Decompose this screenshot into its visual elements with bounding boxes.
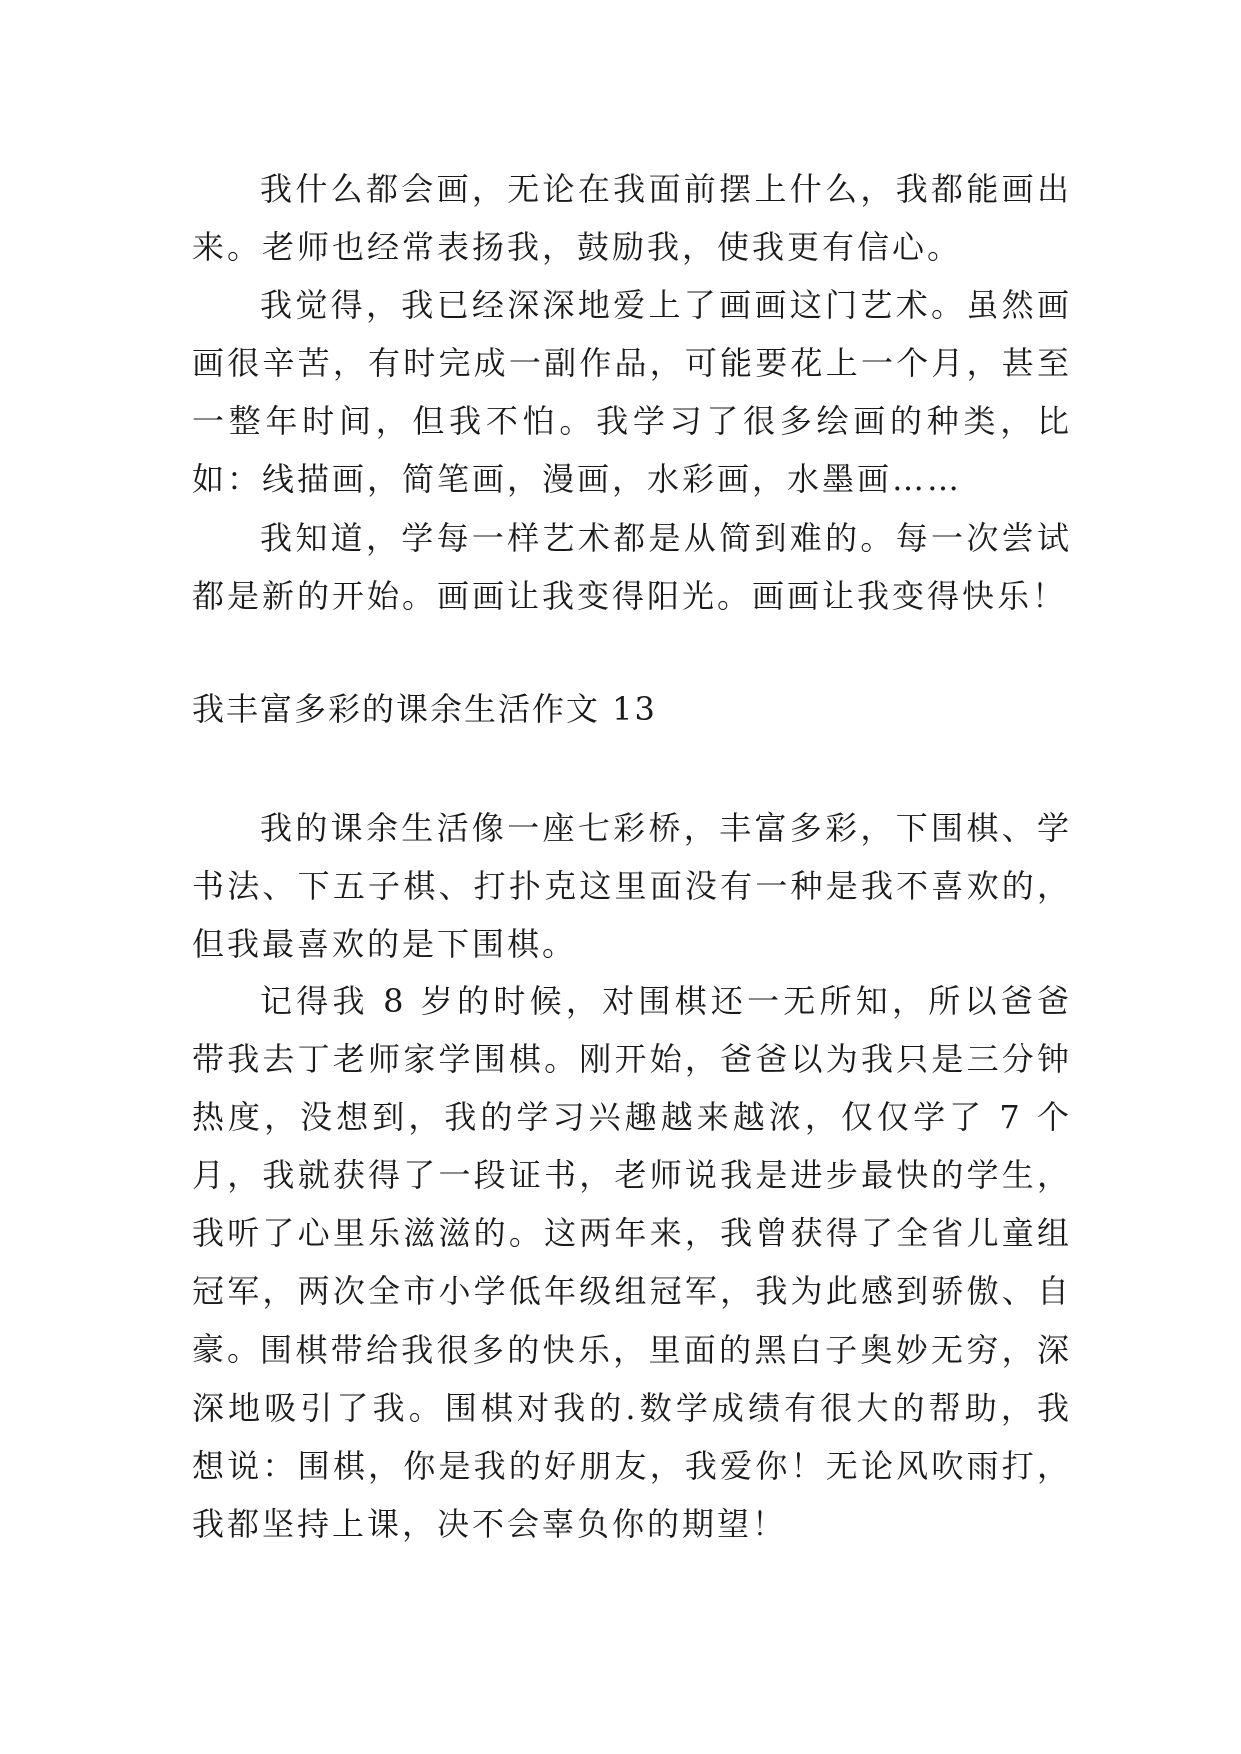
paragraph-drawing-skill: 我什么都会画，无论在我面前摆上什么，我都能画出来。老师也经常表扬我，鼓励我，使我更有信心。 [192,170,1072,266]
paragraph-learning-go: 记得我 8 岁的时候，对围棋还一无所知，所以爸爸带我去丁老师家学围棋。刚开始，爸爸以为我只是三分钟热度，没想到，我的学习兴趣越来越浓，仅仅学了 7 个月，我就获得了一段证书，老师说我是进步最快的学生，我听了心里乐滋滋的。这两年来，我曾获得了全省儿童组冠军，两次全市小学低年级组冠军，我为此感到骄傲、自豪。 [192,982,1072,1368]
paragraph-go-joy: 围棋带给我很多的快乐，里面的黑白子奥妙无穷，深深地吸引了我。围棋对我的.数学成绩有很大的帮助，我想说：围棋，你是我的好朋友，我爱你！无论风吹雨打，我都坚持上课，决不会辜负你的期望！ [192,1331,1072,1543]
essay-title: 我丰富多彩的课余生活作文 13 [192,690,657,728]
paragraph-rainbow-bridge: 我的课余生活像一座七彩桥，丰富多彩，下围棋、学书法、下五子棋、打扑克这里面没有一种是我不喜欢的，但我最喜欢的是下围棋。 [192,809,1072,963]
paragraph-love-of-painting: 我觉得，我已经深深地爱上了画画这门艺术。虽然画画很辛苦，有时完成一副作品，可能要花上一个月，甚至一整年时间，但我不怕。我学习了很多绘画的种类，比如：线描画，简笔画，漫画，水彩画，水墨画…… [192,286,1072,498]
paragraph-painting-conclusion: 我知道，学每一样艺术都是从简到难的。每一次尝试都是新的开始。画画让我变得阳光。画画让我变得快乐！ [192,519,1072,615]
